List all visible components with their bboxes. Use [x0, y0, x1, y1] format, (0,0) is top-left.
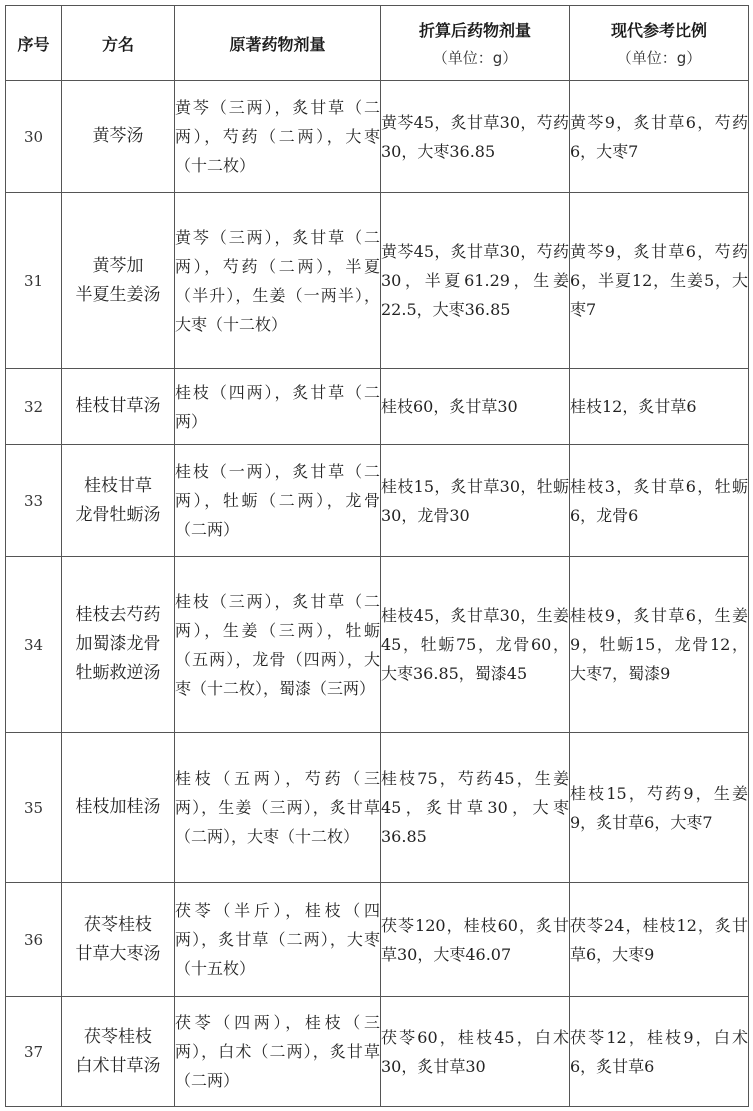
- row-index: 33: [6, 445, 62, 557]
- modern-ratio: 桂枝12，炙甘草6: [570, 369, 749, 445]
- dosage-table: [5, 5, 749, 1107]
- formula-name-text: 黄芩汤: [92, 126, 144, 146]
- row-index: 34: [6, 557, 62, 733]
- formula-name-text: 茯苓桂枝 白术甘草汤: [75, 1026, 161, 1076]
- converted-dosage: 黄芩45，炙甘草30，芍药30，半夏61.29，生姜22.5，大枣36.85: [381, 193, 570, 369]
- original-dosage: 桂枝（五两），芍药（三两），生姜（三两），炙甘草（二两），大枣（十二枚）: [175, 733, 381, 883]
- row-index: 32: [6, 369, 62, 445]
- modern-ratio: 桂枝9，炙甘草6，生姜9，牡蛎15，龙骨12，大枣7，蜀漆9: [570, 557, 749, 733]
- formula-name: [62, 883, 175, 997]
- row-index: 30: [6, 81, 62, 193]
- converted-dosage: 桂枝75，芍药45，生姜45，炙甘草30，大枣36.85: [381, 733, 570, 883]
- formula-name-text: 茯苓桂枝 甘草大枣汤: [75, 914, 161, 964]
- original-dosage: 桂枝（三两），炙甘草（二两），生姜（三两），牡蛎（五两），龙骨（四两），大枣（十二枚），蜀漆（三两）: [175, 557, 381, 733]
- table-row: [6, 445, 749, 557]
- row-index: 35: [6, 733, 62, 883]
- converted-dosage: 黄芩45，炙甘草30，芍药30，大枣36.85: [381, 81, 570, 193]
- original-dosage: 桂枝（一两），炙甘草（二两），牡蛎（二两），龙骨（二两）: [175, 445, 381, 557]
- row-index: 36: [6, 883, 62, 997]
- modern-ratio: 茯苓12，桂枝9，白术6，炙甘草6: [570, 997, 749, 1107]
- row-index: 31: [6, 193, 62, 369]
- header-converted-title: 折算后药物剂量: [418, 21, 531, 40]
- table-row: [6, 81, 749, 193]
- formula-name: [62, 557, 175, 733]
- modern-ratio: 黄芩9，炙甘草6，芍药6，大枣7: [570, 81, 749, 193]
- modern-ratio: 桂枝3，炙甘草6，牡蛎6，龙骨6: [570, 445, 749, 557]
- table-row: [6, 193, 749, 369]
- modern-ratio: 黄芩9，炙甘草6，芍药6，半夏12，生姜5，大枣7: [570, 193, 749, 369]
- header-modern-title: 现代参考比例: [610, 21, 707, 40]
- table-row: [6, 997, 749, 1107]
- modern-ratio: 茯苓24，桂枝12，炙甘草6，大枣9: [570, 883, 749, 997]
- table-row: [6, 733, 749, 883]
- formula-name: [62, 733, 175, 883]
- original-dosage: 茯苓（半斤），桂枝（四两），炙甘草（二两），大枣（十五枚）: [175, 883, 381, 997]
- formula-name-text: 桂枝甘草汤: [75, 396, 161, 416]
- original-dosage: 黄芩（三两），炙甘草（二两），芍药（二两），大枣（十二枚）: [175, 81, 381, 193]
- header-name: 方名: [62, 6, 175, 81]
- formula-name: [62, 369, 175, 445]
- formula-name-text: 桂枝加桂汤: [75, 797, 161, 817]
- formula-name: [62, 193, 175, 369]
- row-index: 37: [6, 997, 62, 1107]
- formula-name: [62, 997, 175, 1107]
- header-converted-unit: （单位：g）: [432, 49, 518, 67]
- header-modern-unit: （单位：g）: [616, 49, 702, 67]
- converted-dosage: 茯苓120，桂枝60，炙甘草30，大枣46.07: [381, 883, 570, 997]
- formula-name-text: 黄芩加 半夏生姜汤: [75, 255, 161, 305]
- original-dosage: 茯苓（四两），桂枝（三两），白术（二两），炙甘草（二两）: [175, 997, 381, 1107]
- formula-name: [62, 81, 175, 193]
- original-dosage: 黄芩（三两），炙甘草（二两），芍药（二两），半夏（半升），生姜（一两半），大枣（十二枚）: [175, 193, 381, 369]
- table-row: [6, 883, 749, 997]
- table-row: [6, 369, 749, 445]
- converted-dosage: 桂枝45，炙甘草30，生姜45，牡蛎75，龙骨60，大枣36.85，蜀漆45: [381, 557, 570, 733]
- converted-dosage: 桂枝60，炙甘草30: [381, 369, 570, 445]
- formula-name-text: 桂枝去芍药 加蜀漆龙骨 牡蛎救逆汤: [75, 605, 161, 683]
- converted-dosage: 桂枝15，炙甘草30，牡蛎30，龙骨30: [381, 445, 570, 557]
- header-original: 原著药物剂量: [175, 6, 381, 81]
- formula-name: [62, 445, 175, 557]
- table-row: [6, 557, 749, 733]
- converted-dosage: 茯苓60，桂枝45，白术30，炙甘草30: [381, 997, 570, 1107]
- header-modern: [570, 6, 749, 81]
- header-converted: [381, 6, 570, 81]
- formula-name-text: 桂枝甘草 龙骨牡蛎汤: [75, 475, 161, 525]
- original-dosage: 桂枝（四两），炙甘草（二两）: [175, 369, 381, 445]
- header-index: 序号: [6, 6, 62, 81]
- modern-ratio: 桂枝15，芍药9，生姜9，炙甘草6，大枣7: [570, 733, 749, 883]
- table-header-row: [6, 6, 749, 81]
